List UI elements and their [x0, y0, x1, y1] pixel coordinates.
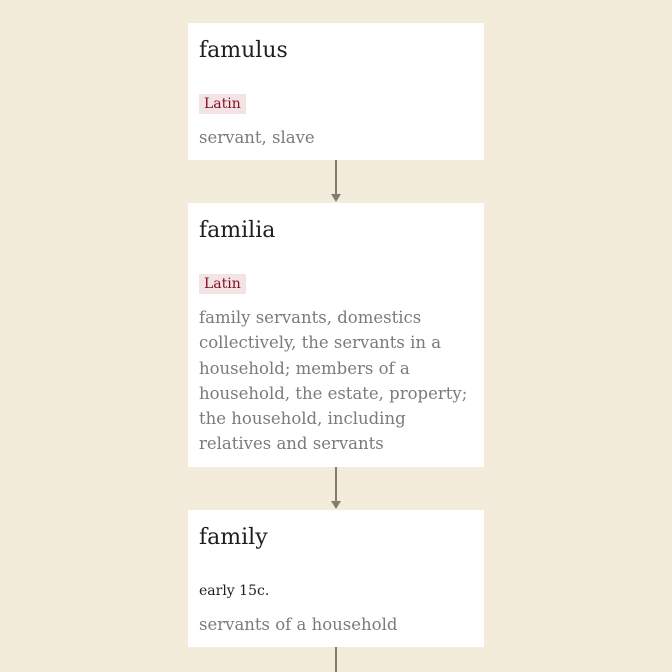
connector-line	[335, 647, 337, 672]
language-tag: Latin	[199, 94, 246, 114]
definition: servant, slave	[199, 128, 315, 147]
etymology-card-family	[188, 510, 484, 647]
etymology-card-familia	[188, 203, 484, 467]
arrow-down-icon	[331, 194, 341, 202]
connector-line	[335, 467, 337, 502]
date-label: early 15c.	[199, 583, 270, 599]
definition: servants of a household	[199, 615, 398, 634]
headword: famulus	[199, 38, 288, 63]
definition: family servants, domestics collectively, the servants in a household; members of a household, the estate, property; the household, including relatives and servants	[199, 308, 468, 454]
connector-line	[335, 160, 337, 195]
headword: family	[199, 525, 268, 550]
headword: familia	[199, 218, 276, 243]
language-tag: Latin	[199, 274, 246, 294]
etymology-card-famulus	[188, 23, 484, 160]
arrow-down-icon	[331, 501, 341, 509]
